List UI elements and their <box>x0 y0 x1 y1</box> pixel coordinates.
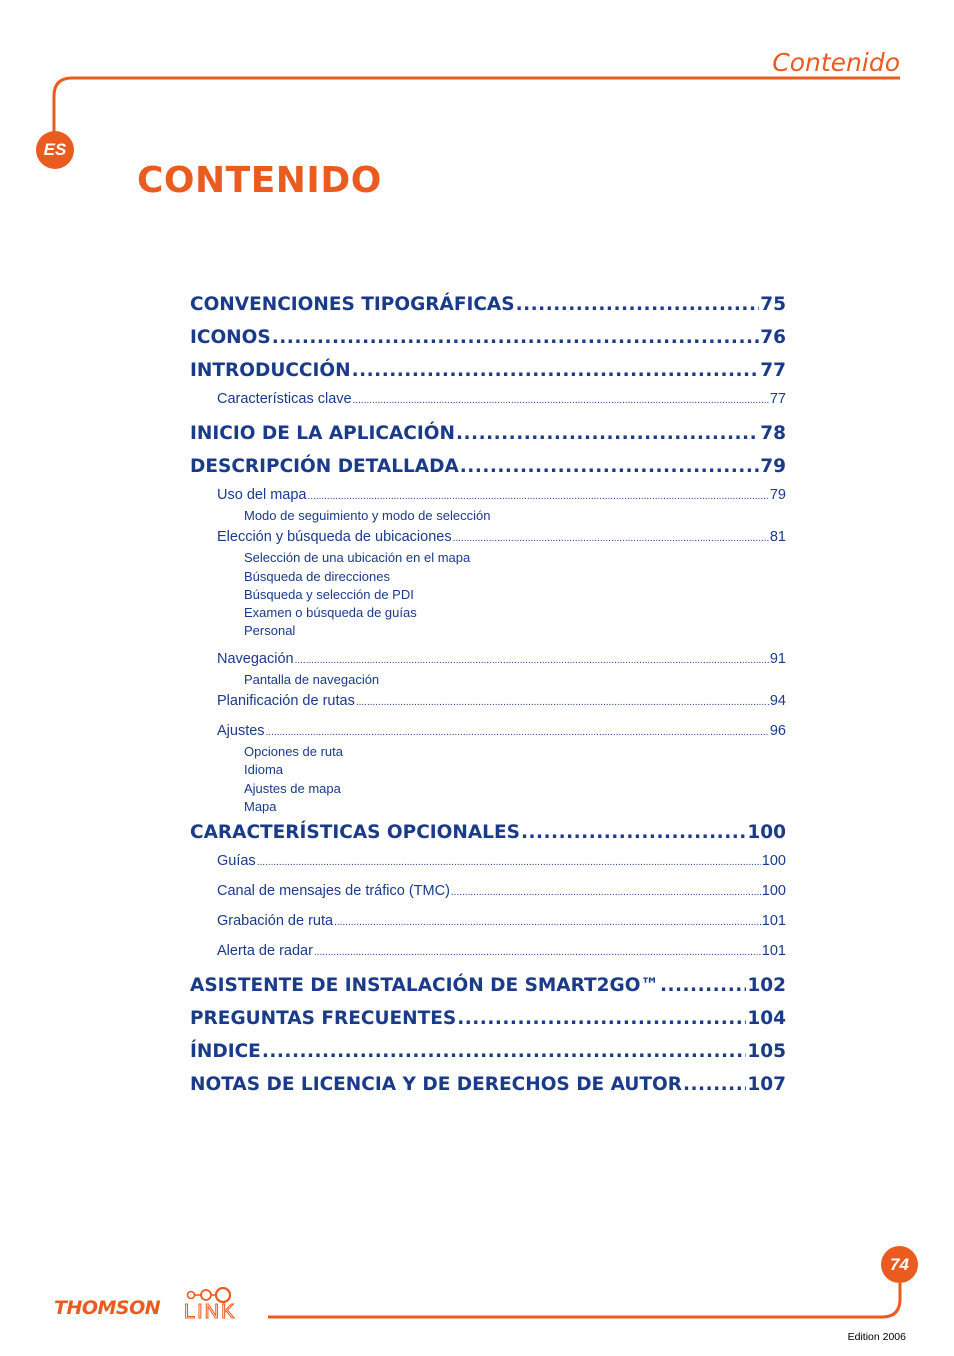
top-frame-line <box>54 78 900 160</box>
toc-entry[interactable]: INTRODUCCIÓN ..... 77 <box>190 354 786 387</box>
toc-subentry[interactable]: Canal de mensajes de tráfico (TMC) ..... 100 <box>217 879 786 903</box>
toc-subsubentry[interactable]: Búsqueda de direcciones <box>244 568 390 584</box>
toc-subsubentry[interactable]: Búsqueda y selección de PDI <box>244 586 414 602</box>
toc-subentry[interactable]: Guías ..... 100 <box>217 849 786 873</box>
bottom-frame-line <box>268 1283 900 1317</box>
toc-subentry[interactable]: Alerta de radar ..... 101 <box>217 939 786 963</box>
page-number-badge: 74 <box>881 1246 918 1283</box>
toc-subsubentry[interactable]: Opciones de ruta <box>244 744 344 760</box>
thomson-logo: THOMSON <box>54 1297 161 1319</box>
toc-subentry[interactable]: Características clave ..... 77 <box>217 387 786 411</box>
toc-entry[interactable]: CONVENCIONES TIPOGRÁFICAS ..... 75 <box>190 288 786 321</box>
toc-entry[interactable]: DESCRIPCIÓN DETALLADA ..... 79 <box>190 450 786 483</box>
toc-subentry[interactable]: Elección y búsqueda de ubicaciones ..... 81 <box>217 525 786 549</box>
toc-entry[interactable]: INICIO DE LA APLICACIÓN ..... 78 <box>190 417 786 450</box>
toc-subsubentry[interactable]: Selección de una ubicación en el mapa <box>244 550 471 566</box>
toc-entry[interactable]: CARACTERÍSTICAS OPCIONALES ..... 100 <box>190 816 786 849</box>
toc-entry[interactable]: ÍNDICE ..... 105 <box>190 1035 786 1068</box>
table-of-contents <box>190 288 786 1101</box>
toc-entry[interactable]: ICONOS ..... 76 <box>190 321 786 354</box>
toc-subsubentry[interactable]: Personal <box>244 623 296 639</box>
toc-entry[interactable]: PREGUNTAS FRECUENTES ..... 104 <box>190 1002 786 1035</box>
toc-subsubentry[interactable]: Pantalla de navegación <box>244 671 380 687</box>
section-header-title: Contenido <box>772 48 900 77</box>
toc-subentry[interactable]: Uso del mapa ..... 79 <box>217 483 786 507</box>
toc-subentry[interactable]: Navegación ..... 91 <box>217 647 786 671</box>
toc-subsubentry[interactable]: Examen o búsqueda de guías <box>244 605 417 621</box>
toc-subentry[interactable]: Ajustes ..... 96 <box>217 719 786 743</box>
toc-subsubentry[interactable]: Mapa <box>244 798 277 814</box>
page-title: CONTENIDO <box>137 160 382 201</box>
link-logo-text: LINK <box>184 1301 237 1321</box>
toc-subentry[interactable]: Planificación de rutas ..... 94 <box>217 689 786 713</box>
toc-subsubentry[interactable]: Modo de seguimiento y modo de selección <box>244 508 491 523</box>
toc-entry[interactable]: NOTAS DE LICENCIA Y DE DERECHOS DE AUTOR ..... 107 <box>190 1068 786 1101</box>
toc-subentry[interactable]: Grabación de ruta ..... 101 <box>217 909 786 933</box>
link-logo-icon <box>184 1287 266 1321</box>
toc-subsubentry[interactable]: Ajustes de mapa <box>244 780 341 796</box>
toc-entry[interactable]: ASISTENTE DE INSTALACIÓN DE SMART2GO™ ..... 102 <box>190 969 786 1002</box>
language-badge: ES <box>36 131 74 169</box>
toc-subsubentry[interactable]: Idioma <box>244 762 284 778</box>
edition-label: Edition 2006 <box>847 1331 906 1343</box>
